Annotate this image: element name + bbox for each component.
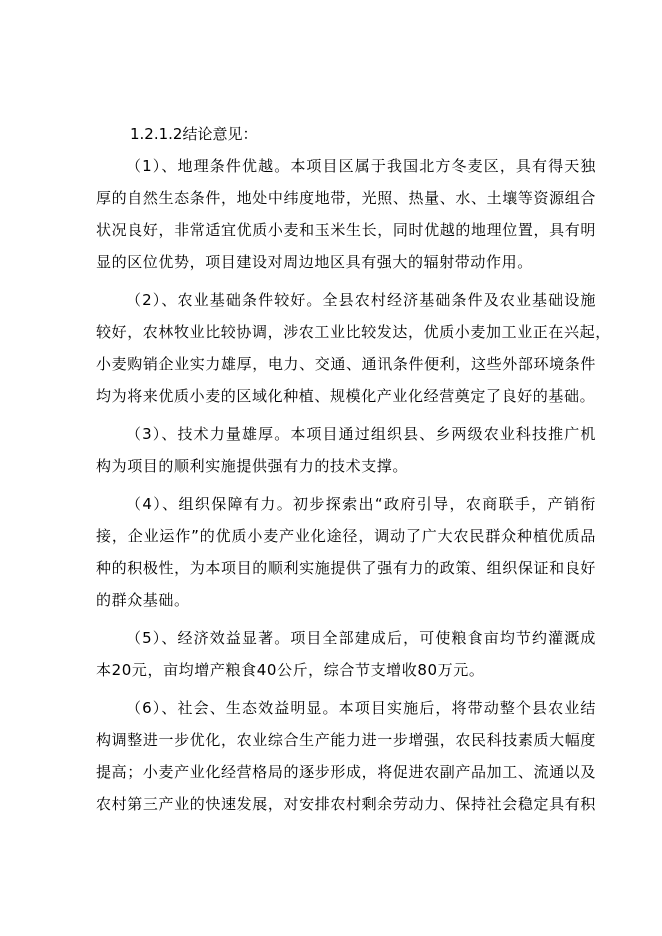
text-line: 均为将来优质小麦的区域化种植、规模化产业化经营奠定了良好的基础。 (96, 387, 596, 405)
paragraph-economic-benefit (96, 622, 596, 686)
text-line: 显的区位优势，项目建设对周边地区具有强大的辐射带动作用。 (96, 253, 533, 271)
section-heading: 1.2.1.2结论意见： (130, 125, 258, 143)
text-line: （2）、农业基础条件较好。全县农村经济基础条件及农业基础设施 (126, 291, 596, 309)
text-line: （4）、组织保障有力。初步探索出“政府引导，农商联手，产销衔 (126, 495, 596, 513)
paragraph-technical-strength (96, 418, 596, 482)
text-line: 构为项目的顺利实施提供强有力的技术支撑。 (96, 457, 409, 475)
text-line: 厚的自然生态条件，地处中纬度地带，光照、热量、水、土壤等资源组合 (96, 189, 596, 207)
text-line: 提高；小麦产业化经营格局的逐步形成，将促进农副产品加工、流通以及 (96, 763, 596, 781)
paragraph-social-ecological-benefit (96, 692, 596, 820)
paragraph-geography (96, 150, 596, 278)
text-line: 的群众基础。 (96, 591, 190, 609)
text-line: （1）、地理条件优越。本项目区属于我国北方冬麦区，具有得天独 (126, 157, 596, 175)
text-line: （6）、社会、生态效益明显。本项目实施后，将带动整个县农业结 (126, 699, 596, 717)
text-line: 本20元，亩均增产粮食40公斤，综合节支增收80万元。 (96, 661, 485, 679)
paragraph-organization (96, 488, 596, 616)
text-line: 接，企业运作”的优质小麦产业化途径，调动了广大农民群众种植优质品 (96, 527, 596, 545)
text-line: 种的积极性，为本项目的顺利实施提供了强有力的政策、组织保证和良好 (96, 559, 596, 577)
text-line: （5）、经济效益显著。项目全部建成后，可使粮食亩均节约灌溉成 (126, 629, 596, 647)
document-page (96, 118, 611, 826)
text-line: 构调整进一步优化，农业综合生产能力进一步增强，农民科技素质大幅度 (96, 731, 596, 749)
text-line: 农村第三产业的快速发展，对安排农村剩余劳动力、保持社会稳定具有积 (96, 795, 596, 813)
paragraph-agriculture-basis (96, 284, 611, 412)
text-line: 较好，农林牧业比较协调，涉农工业比较发达，优质小麦加工业正在兴起， (96, 323, 611, 341)
text-line: 状况良好，非常适宜优质小麦和玉米生长，同时优越的地理位置，具有明 (96, 221, 596, 239)
text-line: 小麦购销企业实力雄厚，电力、交通、通讯条件便利，这些外部环境条件 (96, 355, 596, 373)
text-line: （3）、技术力量雄厚。本项目通过组织县、乡两级农业科技推广机 (126, 425, 596, 443)
